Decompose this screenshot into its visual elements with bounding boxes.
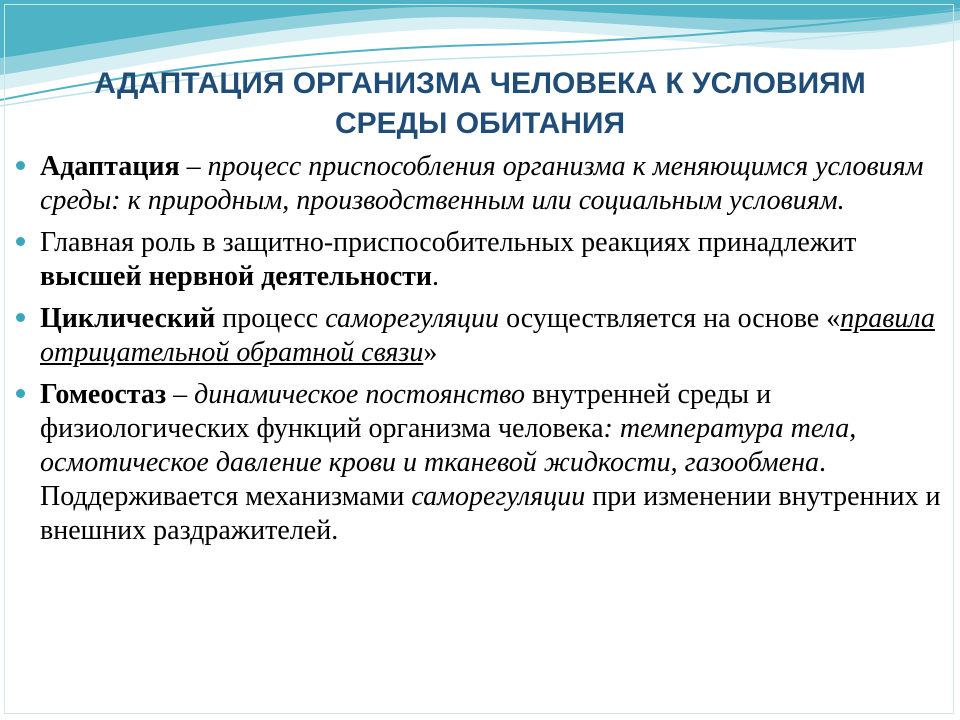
bullet-dot-icon xyxy=(16,389,25,398)
dynamic-constancy: динамическое постоянство xyxy=(194,379,525,410)
term-cyclic: Циклический xyxy=(40,303,216,334)
slide-title xyxy=(40,64,920,144)
self-regulation-2: саморегуляции xyxy=(411,481,586,512)
internal-environment-text: внутренней среды и физиологических функций организма человека xyxy=(40,379,772,444)
main-role-text: Главная роль в защитно-приспособительных реакциях принадлежит xyxy=(40,227,857,258)
homeostasis-examples: : температура тела, осмотическое давление крови и тканевой жидкости, газообмена xyxy=(40,413,857,478)
title-line-2: СРЕДЫ ОБИТАНИЯ xyxy=(334,107,626,140)
bullet-dot-icon xyxy=(16,237,25,246)
higher-nervous-activity: высшей нервной деятельности xyxy=(40,261,433,292)
stimuli-text: при изменении внутренних и внешних раздражителей. xyxy=(40,481,941,546)
bullet-main-role xyxy=(16,226,946,294)
definition-adaptation: процесс приспособления организма к меняющимся условиям среды: к природным, производственным или социальным условиям. xyxy=(40,151,924,216)
maintained-text: . Поддерживается механизмами xyxy=(40,447,826,512)
closing-quote: » xyxy=(423,337,438,368)
dash: – xyxy=(179,151,208,182)
title-line-1: АДАПТАЦИЯ ОРГАНИЗМА ЧЕЛОВЕКА К УСЛОВИЯМ xyxy=(94,67,866,100)
self-regulation: саморегуляции xyxy=(325,303,500,334)
bullet-list xyxy=(16,150,946,556)
bullet-adaptation xyxy=(16,150,946,218)
term-homeostasis: Гомеостаз xyxy=(40,379,167,410)
negative-feedback-rule-link[interactable]: правила отрицательной обратной связи xyxy=(40,303,935,368)
dash: – xyxy=(166,379,195,410)
bullet-dot-icon xyxy=(16,313,25,322)
bullet-cyclic xyxy=(16,302,946,370)
basis-text: осуществляется на основе « xyxy=(499,303,841,334)
bullet-dot-icon xyxy=(16,161,25,170)
term-adaptation: Адаптация xyxy=(40,151,180,182)
period: . xyxy=(432,261,440,292)
process-text: процесс xyxy=(215,303,326,334)
bullet-homeostasis xyxy=(16,378,946,548)
